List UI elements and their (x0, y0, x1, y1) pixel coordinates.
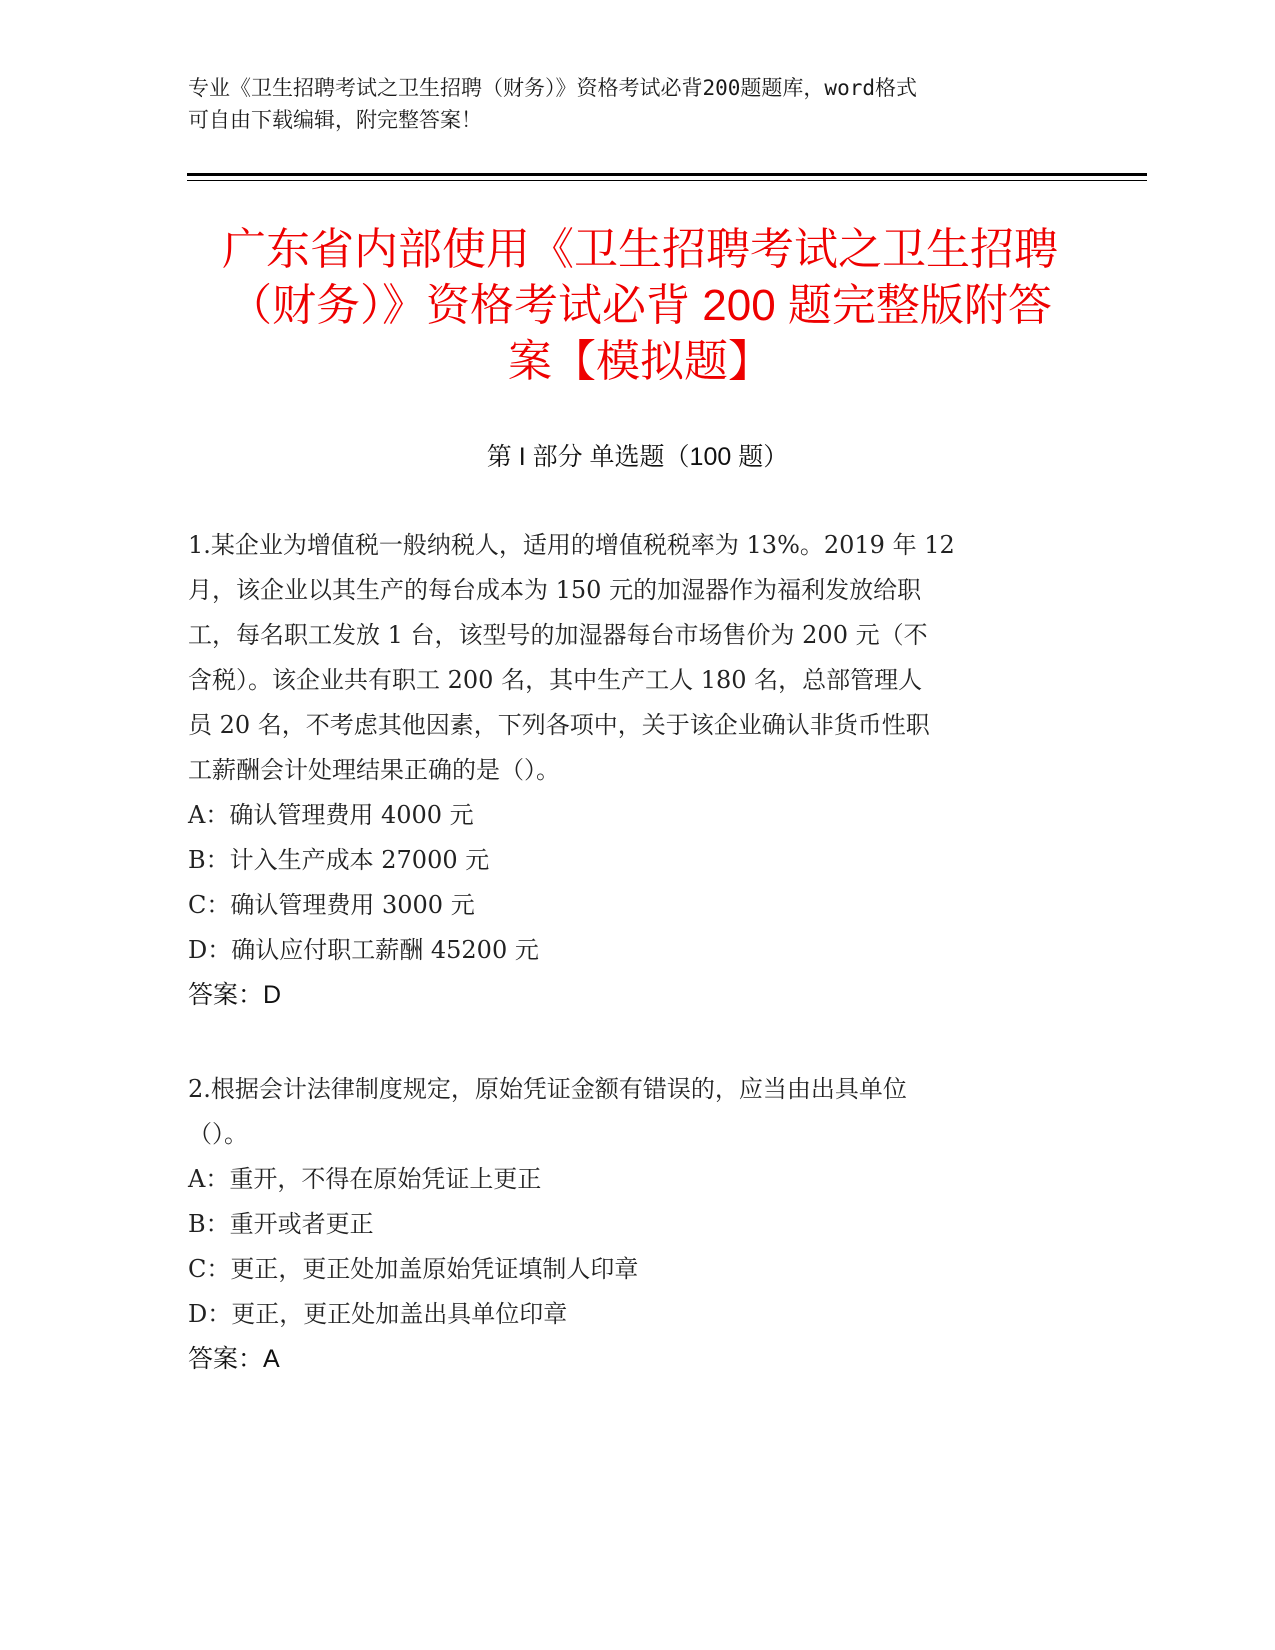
answer-label: 答案：A (188, 1345, 280, 1373)
document-title-line-1: 广东省内部使用《卫生招聘考试之卫生招聘 (222, 225, 1058, 274)
section-heading: 第 I 部分 单选题（100 题） (486, 443, 789, 471)
question-stem-line: 含税）。该企业共有职工 200 名，其中生产工人 180 名，总部管理人 (188, 666, 923, 694)
question-stem (188, 523, 1068, 793)
option-b: B：计入生产成本 27000 元 (188, 846, 490, 874)
question-stem-line: 员 20 名，不考虑其他因素，下列各项中，关于该企业确认非货币性职 (188, 711, 930, 739)
document-title-line-3: 案【模拟题】 (508, 337, 772, 386)
option-d: D：更正，更正处加盖出具单位印章 (188, 1300, 568, 1328)
question-stem-line: 工，每名职工发放 1 台，该型号的加湿器每台市场售价为 200 元（不 (188, 621, 928, 649)
question-item (188, 1067, 1068, 1382)
question-stem-line: （）。 (188, 1120, 248, 1148)
option-c: C：确认管理费用 3000 元 (188, 891, 475, 919)
document-title (190, 222, 1090, 390)
option-a: A：重开，不得在原始凭证上更正 (188, 1165, 542, 1193)
document-title-line-2: （财务）》资格考试必背 200 题完整版附答 (228, 281, 1052, 330)
question-stem-line: 1.某企业为增值税一般纳税人，适用的增值税税率为 13%。2019 年 12 (188, 531, 955, 559)
option-d: D：确认应付职工薪酬 45200 元 (188, 936, 539, 964)
header-divider-thick (187, 173, 1147, 176)
question-stem-line: 月，该企业以其生产的每台成本为 150 元的加湿器作为福利发放给职 (188, 576, 922, 604)
question-stem (188, 1067, 1068, 1157)
question-stem-line: 工薪酬会计处理结果正确的是（）。 (188, 756, 560, 784)
question-stem-line: 2.根据会计法律制度规定，原始凭证金额有错误的，应当由出具单位 (188, 1075, 907, 1103)
header-note-line-2: 可自由下载编辑，附完整答案！ (188, 108, 482, 132)
option-a: A：确认管理费用 4000 元 (188, 801, 474, 829)
header-divider-thin (187, 180, 1147, 181)
header-note-line-1: 专业《卫生招聘考试之卫生招聘（财务）》资格考试必背200题题库，word格式 (188, 76, 917, 100)
question-item (188, 523, 1068, 1018)
option-c: C：更正，更正处加盖原始凭证填制人印章 (188, 1255, 639, 1283)
option-b: B：重开或者更正 (188, 1210, 374, 1238)
answer-label: 答案：D (188, 981, 282, 1009)
header-note (188, 72, 1068, 136)
